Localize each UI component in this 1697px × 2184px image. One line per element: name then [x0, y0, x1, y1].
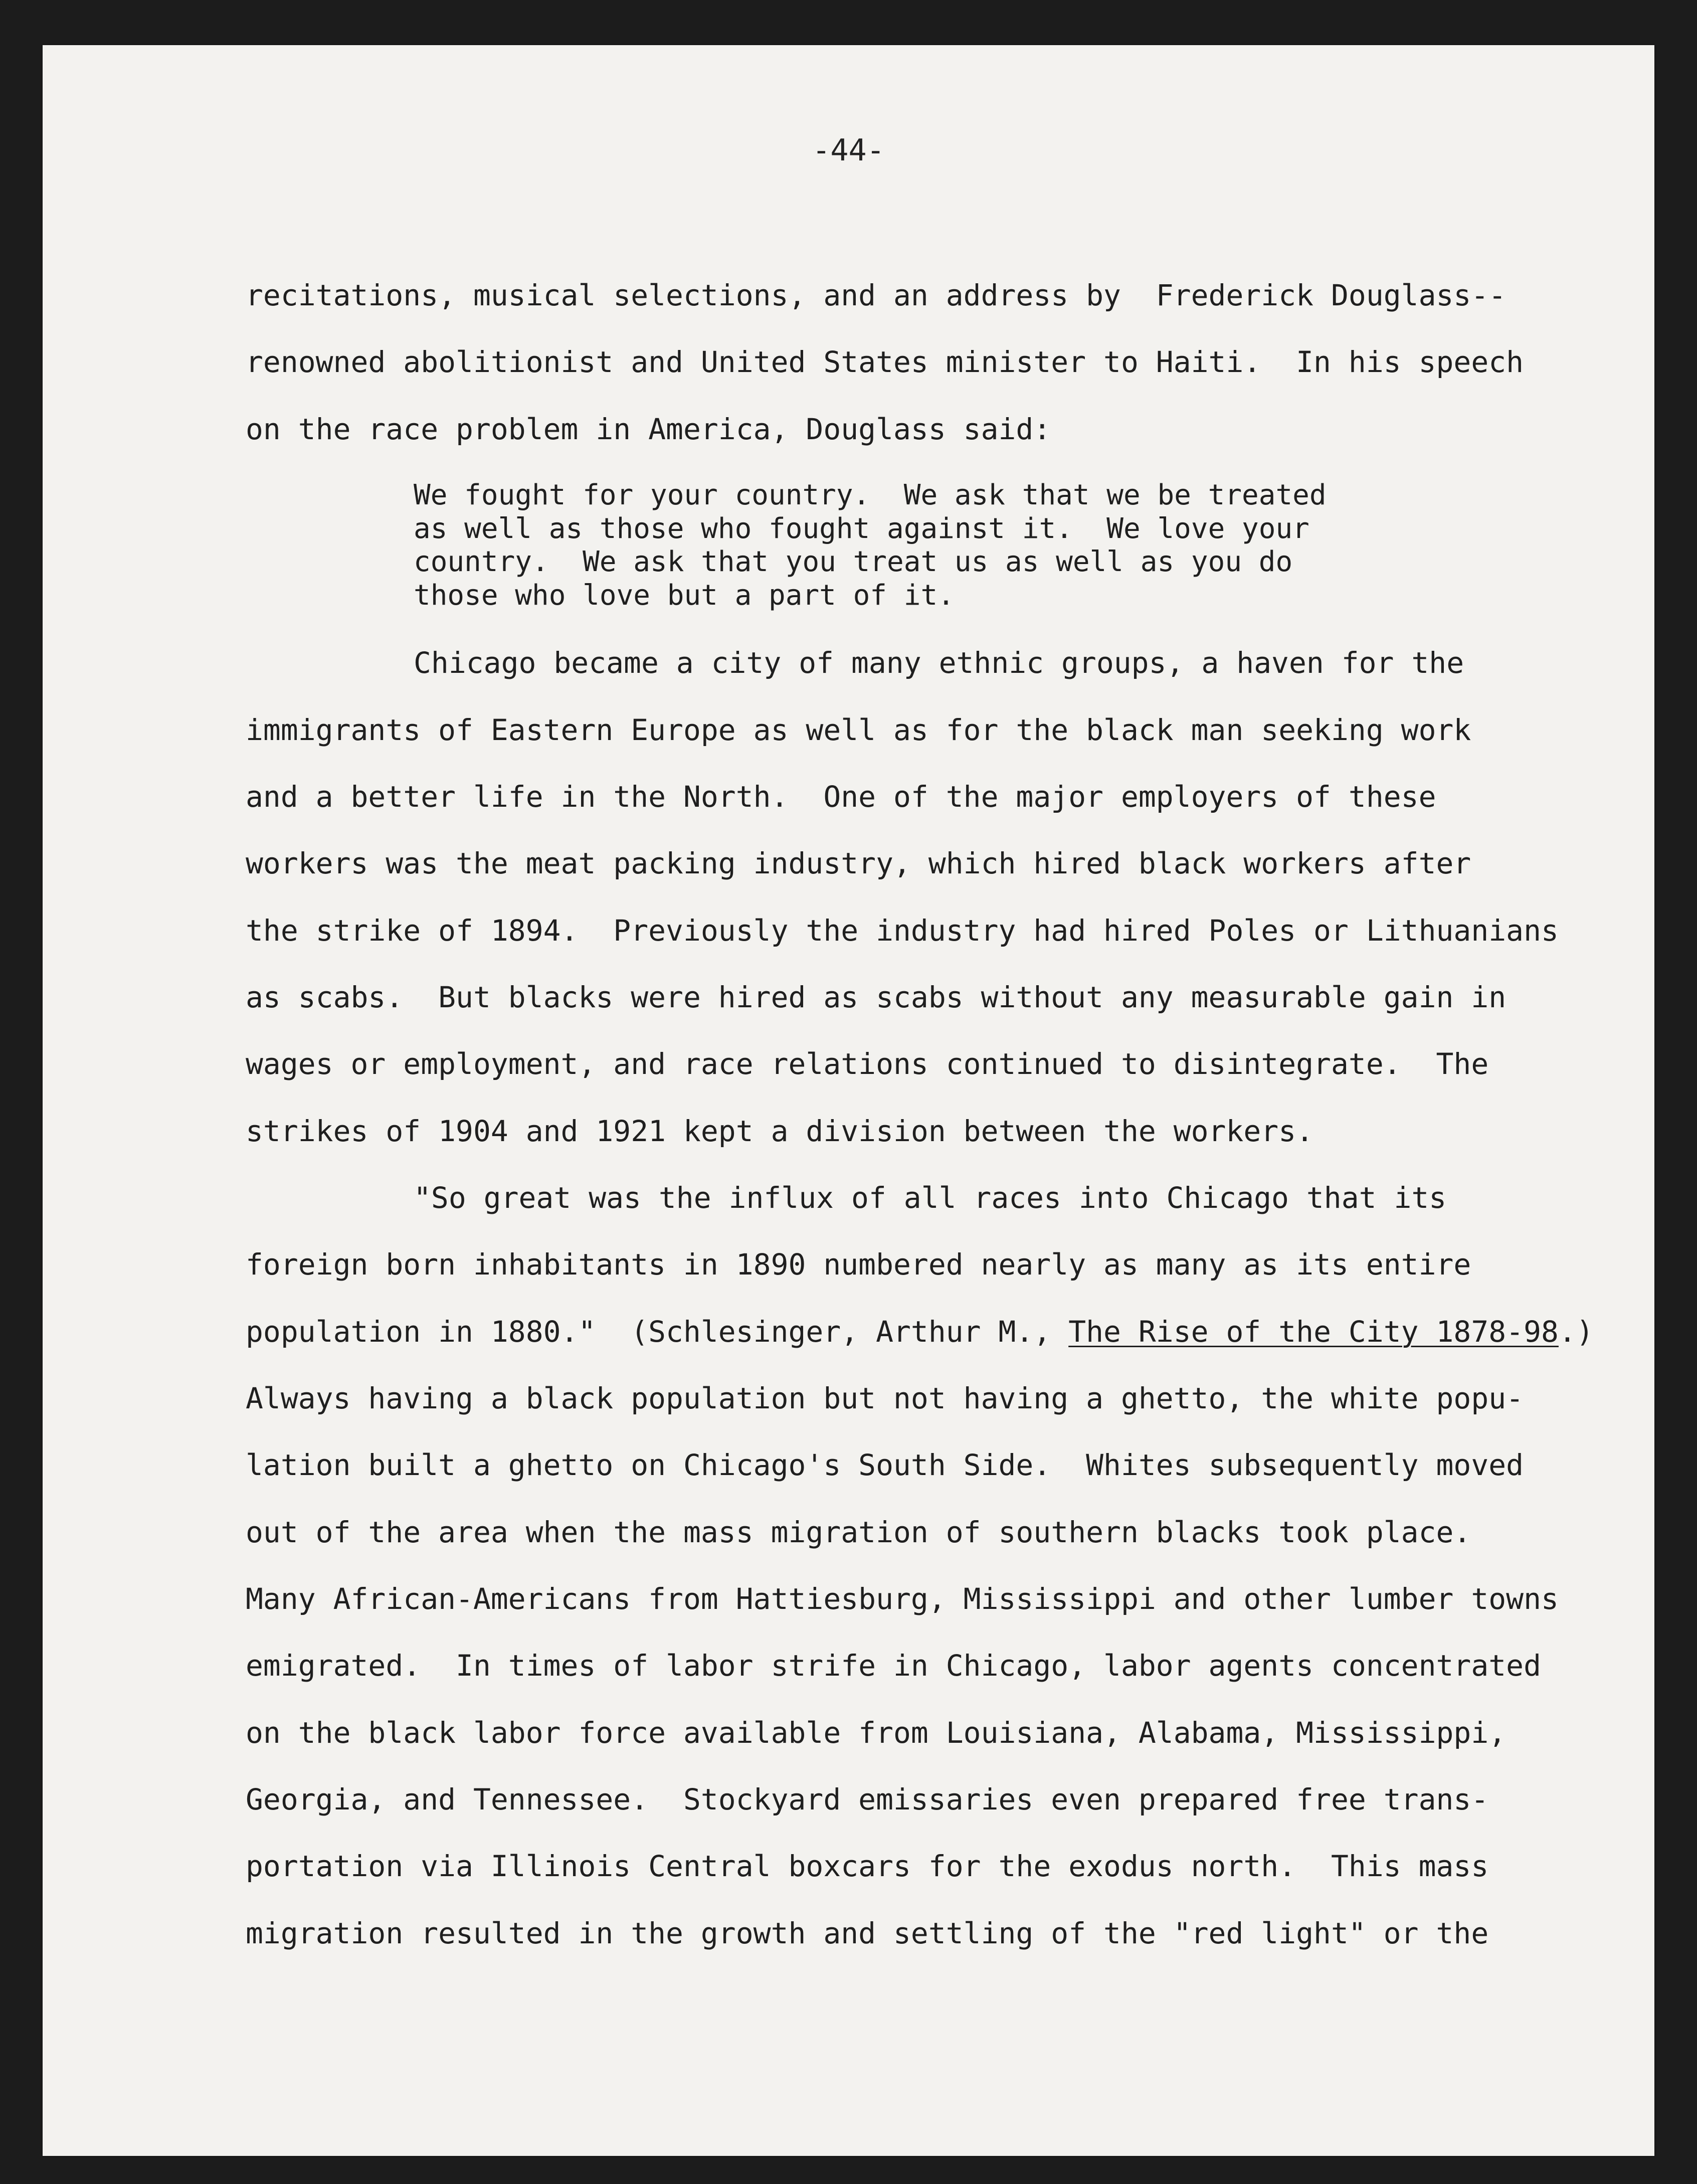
text-line: Many African-Americans from Hattiesburg, Mississippi and other lumber towns [246, 1582, 1559, 1616]
block-quote-line: those who love but a part of it. [414, 579, 955, 612]
block-quote-line: We fought for your country. We ask that we be treated [414, 479, 1327, 511]
text-line: portation via Illinois Central boxcars for the exodus north. This mass [246, 1849, 1489, 1883]
text-line: as scabs. But blacks were hired as scabs without any measurable gain in [246, 980, 1506, 1014]
text-line: recitations, musical selections, and an address by Frederick Douglass-- [246, 278, 1506, 312]
citation-line [246, 1315, 1594, 1349]
text-line: workers was the meat packing industry, which hired black workers after [246, 846, 1471, 880]
block-quote-line: country. We ask that you treat us as well as you do [414, 545, 1293, 578]
text-line: and a better life in the North. One of the major employers of these [246, 780, 1436, 814]
citation-close: .) [1558, 1315, 1594, 1349]
text-line: emigrated. In times of labor strife in Chicago, labor agents concentrated [246, 1649, 1542, 1683]
text-line: foreign born inhabitants in 1890 numbered nearly as many as its entire [246, 1247, 1471, 1282]
text-line: on the black labor force available from Louisiana, Alabama, Mississippi, [246, 1716, 1506, 1750]
text-line: renowned abolitionist and United States minister to Haiti. In his speech [246, 345, 1524, 379]
text-line: the strike of 1894. Previously the industry had hired Poles or Lithuanians [246, 914, 1559, 948]
text-line: "So great was the influx of all races into Chicago that its [414, 1181, 1447, 1215]
page-number: -44- [812, 133, 885, 168]
text-line: on the race problem in America, Douglass said: [246, 412, 1051, 446]
citation-text: population in 1880." (Schlesinger, Arthur M., [246, 1315, 1069, 1349]
block-quote-line: as well as those who fought against it. We love your [414, 512, 1309, 545]
document-page [43, 45, 1654, 2156]
text-line: lation built a ghetto on Chicago's South Side. Whites subsequently moved [246, 1448, 1524, 1482]
text-line: wages or employment, and race relations continued to disintegrate. The [246, 1047, 1489, 1081]
book-title: The Rise of the City 1878-98 [1068, 1315, 1559, 1349]
text-line: immigrants of Eastern Europe as well as for the black man seeking work [246, 713, 1471, 747]
text-line: out of the area when the mass migration of southern blacks took place. [246, 1515, 1471, 1549]
text-line: strikes of 1904 and 1921 kept a division between the workers. [246, 1114, 1314, 1148]
text-line: Always having a black population but not having a ghetto, the white popu- [246, 1381, 1524, 1415]
text-line: migration resulted in the growth and settling of the "red light" or the [246, 1916, 1489, 1950]
text-line: Georgia, and Tennessee. Stockyard emissaries even prepared free trans- [246, 1782, 1489, 1816]
text-line: Chicago became a city of many ethnic groups, a haven for the [414, 646, 1464, 680]
